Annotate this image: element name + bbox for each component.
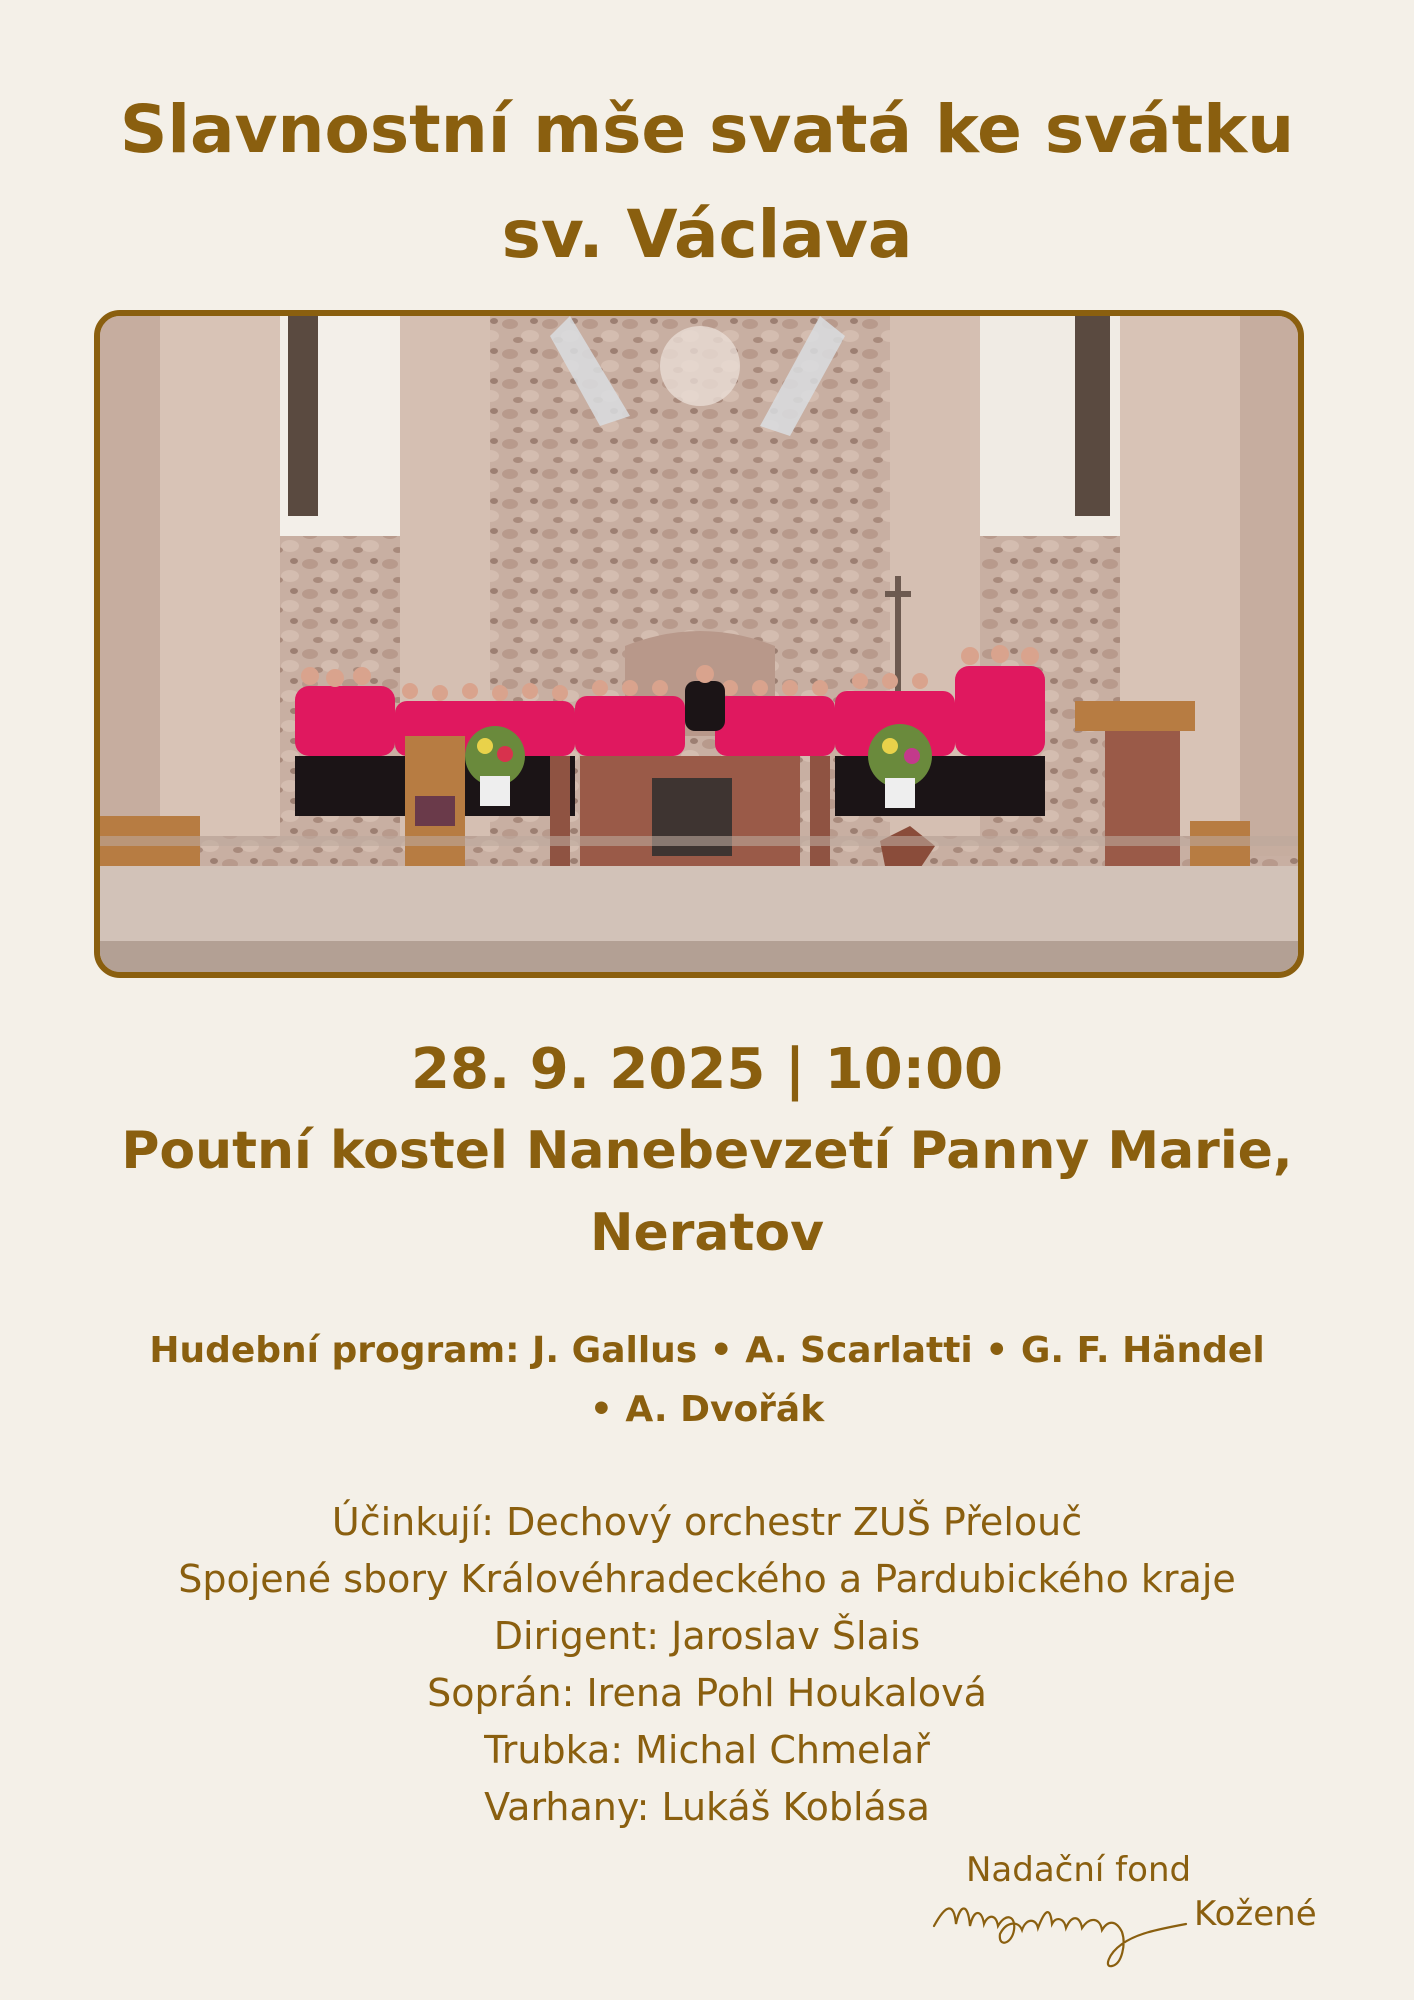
signature-icon (926, 1874, 1206, 1970)
poster-title-line-1: Slavnostní mše svatá ke svátku (119, 91, 1295, 168)
foundation-name-line-2: Kožené (1194, 1894, 1317, 1934)
foundation-name-line-1: Nadační fond (966, 1850, 1192, 1890)
performers-line: Účinkují: Dechový orchestr ZUŠ Přelouč (331, 1500, 1083, 1544)
event-datetime: 28. 9. 2025 | 10:00 (411, 1037, 1003, 1102)
music-program-line-2: • A. Dvořák (589, 1389, 825, 1430)
performers-line: Soprán: Irena Pohl Houkalová (427, 1671, 987, 1715)
poster-title-line-2: sv. Václava (501, 196, 913, 273)
music-program-line-1: Hudební program: J. Gallus • A. Scarlatti • G. F. Händel (149, 1330, 1265, 1371)
event-venue-line-1: Poutní kostel Nanebevzetí Panny Marie, (121, 1121, 1293, 1181)
performers-line: Spojené sbory Královéhradeckého a Pardubického kraje (178, 1557, 1236, 1601)
performers-line: Dirigent: Jaroslav Šlais (493, 1614, 921, 1658)
event-venue-line-2: Neratov (590, 1203, 824, 1263)
foundation-logo (926, 1850, 1346, 1970)
performers-line: Varhany: Lukáš Koblása (484, 1785, 930, 1829)
performers-line: Trubka: Michal Chmelař (484, 1728, 930, 1772)
church-choir-photo (94, 310, 1304, 978)
